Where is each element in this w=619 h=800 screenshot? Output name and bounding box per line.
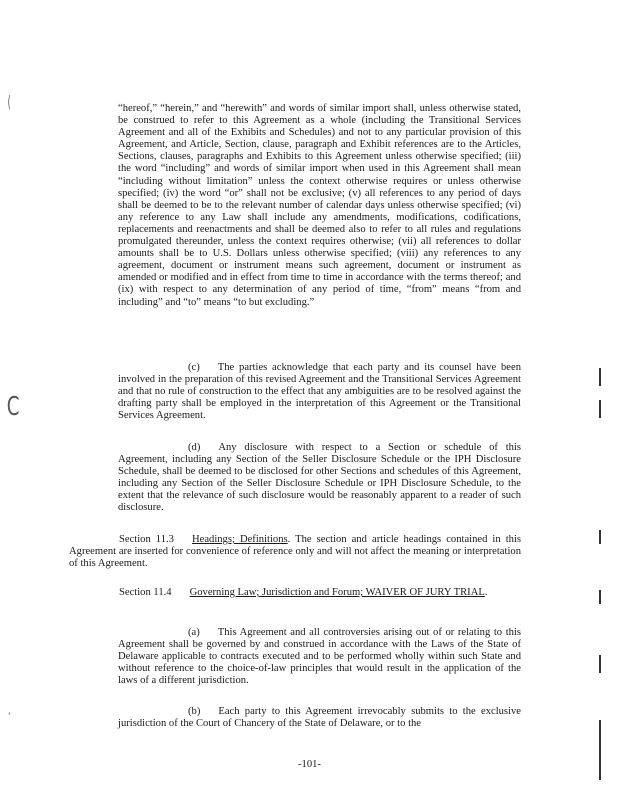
- paragraph-a-label: (a): [188, 627, 200, 638]
- paragraph-d-label: (d): [188, 442, 201, 453]
- paragraph-d-text: Any disclosure with respect to a Section or schedule of this Agreement, including any Section of the Seller Disclosure Schedule or the IPH Disclosure Schedule, shall be deemed to be disclosed for other Sections and schedules of this Agreement, including any Section of the Seller Disclosure Schedule or IPH Disclosure Schedule, to the extent that the relevance of such disclosure would be reasonably apparent to a reader of such disclosure.: [118, 442, 521, 514]
- revision-bar: [599, 720, 601, 780]
- section-11-4-label: Section 11.4: [119, 587, 172, 598]
- paragraph-b-text: Each party to this Agreement irrevocably submits to the exclusive jurisdiction of the Court of Chancery of the State of Delaware, or to the: [118, 706, 521, 730]
- paragraph-c-label: (c): [188, 362, 200, 373]
- section-11-3-text: . The section and article headings contained in this Agreement are inserted for convenience of reference only and will not affect the meaning or interpretation of this Agreement.: [69, 534, 522, 570]
- paragraph-b-label: (b): [188, 706, 201, 717]
- margin-mark-bottom: ‘: [8, 712, 11, 722]
- section-11-3-heading: Headings; Definitions: [191, 534, 288, 545]
- section-11-4-heading: Governing Law; Jurisdiction and Forum; WAIVER OF JURY TRIAL: [189, 587, 485, 598]
- section-11-3-label: Section 11.3: [119, 534, 174, 545]
- page-number: -101-: [298, 759, 321, 770]
- section-11-4-end: .: [484, 587, 488, 598]
- paragraph-c: [118, 362, 521, 422]
- paragraph-b: [118, 706, 521, 730]
- section-11-4: [69, 587, 521, 599]
- revision-bar: [599, 368, 601, 386]
- revision-bar: [599, 530, 601, 544]
- section-11-3: [69, 534, 521, 570]
- paragraph-c-text: The parties acknowledge that each party and its counsel have been involved in the preparation of this revised Agreement and the Transitional Services Agreement and that no rule of construction to the effect that any ambiguities are to be resolved against the drafting party shall be employed in the interpretation of this Agreement or the Transitional Services Agreement.: [118, 362, 521, 422]
- margin-mark-top: (: [7, 92, 11, 111]
- paragraph-d: [118, 442, 521, 515]
- revision-bar: [599, 400, 601, 418]
- paragraph-continuation: “hereof,” “herein,” and “herewith” and words of similar import shall, unless otherwise stated, be construed to refer to this Agreement as a whole (including the Transitional Services Agreement and all of the Exhibits and Schedules) and not to any particular provision of this Agreement, and Article, Section, clause, paragraph and Exhibit references are to the Articles, Sections, clauses, paragraphs and Exhibits to this Agreement unless otherwise specified; (iii) the word “including” and words of similar import when used in this Agreement shall mean “including without limitation” unless the context otherwise requires or unless otherwise specified; (iv) the word “or” shall not be exclusive; (v) all references to any period of days shall be deemed to be to the relevant number of calendar days unless otherwise specified; (vi) any reference to any Law shall include any amendments, modifications, codifications, replacements and reenactments and shall be deemed also to refer to all rules and regulations promulgated thereunder, unless the context requires otherwise; (vii) all references to dollar amounts shall be to U.S. Dollars unless otherwise specified; (viii) any references to any agreement, document or instrument means such agreement, document or instrument as amended or modified and in effect from time to time in accordance with the terms thereof; and (ix) with respect to any determination of any period of time, “from” means “from and including” and “to” means “to but excluding.”: [118, 103, 521, 308]
- revision-bar: [599, 655, 601, 673]
- paragraph-a: [118, 627, 521, 687]
- paragraph-a-text: This Agreement and all controversies arising out of or relating to this Agreement shall be governed by and construed in accordance with the Laws of the State of Delaware applicable to contracts executed and to be performed wholly within such State and without reference to the choice-of-law principles that would result in the application of the laws of a different jurisdiction.: [118, 627, 521, 687]
- margin-mark-middle: C: [6, 392, 20, 422]
- revision-bar: [599, 590, 601, 604]
